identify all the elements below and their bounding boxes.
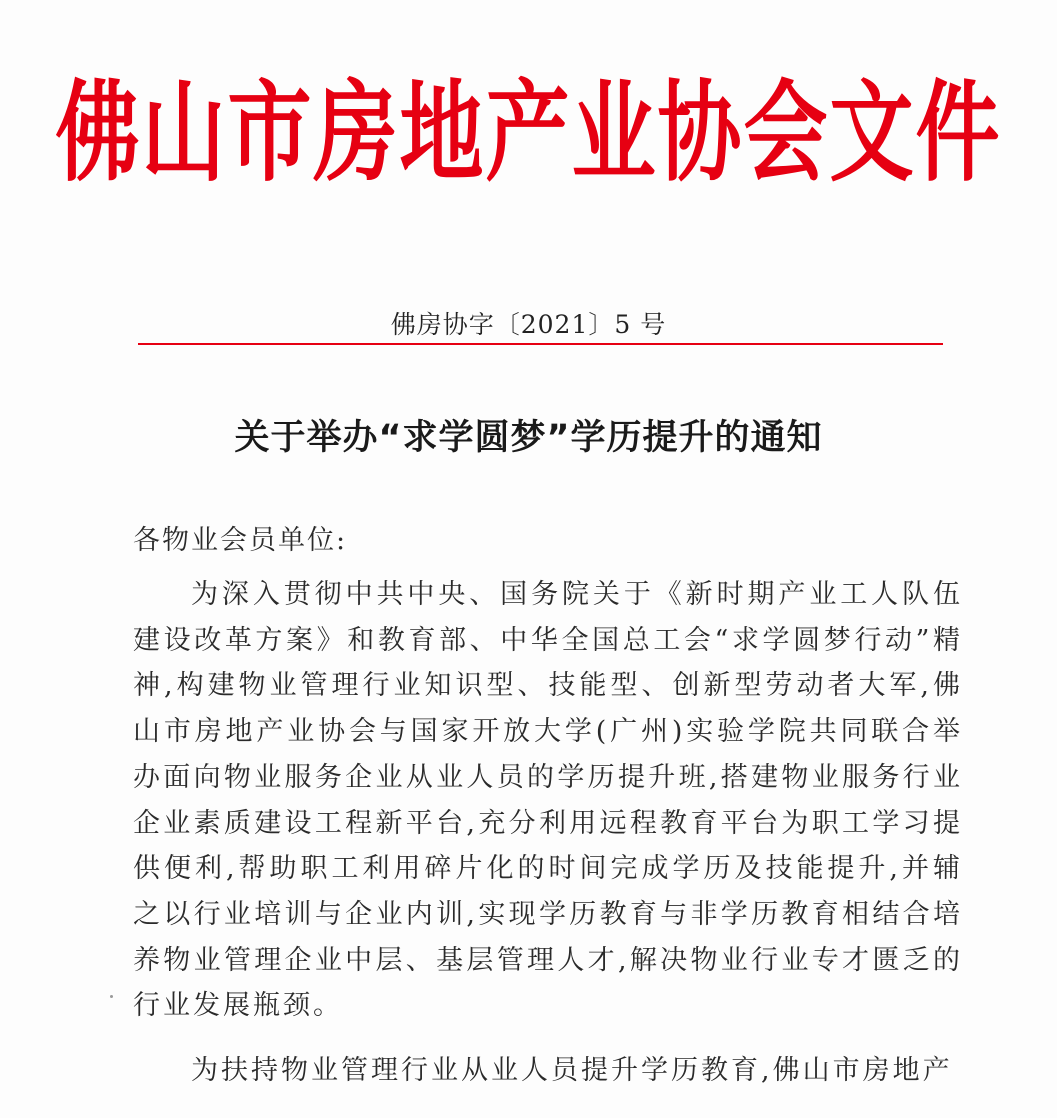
document-header-title: 佛山市房地产业协会文件 bbox=[55, 67, 1002, 197]
salutation: 各物业会员单位: bbox=[133, 525, 348, 556]
header-divider bbox=[138, 343, 943, 345]
body-paragraph-2: 为扶持物业管理行业从业人员提升学历教育,佛山市房地产 bbox=[191, 1055, 953, 1086]
body-paragraph-1: 为深入贯彻中共中央、国务院关于《新时期产业工人队伍建设改革方案》和教育部、中华全国总工会“求学圆梦行动”精神,构建物业管理行业知识型、技能型、创新型劳动者大军,佛山市房地产业协会与国家开放大学(广州)实验学院共同联合举办面向物业服务企业从业人员的学历提升班,搭建物业服务行业企业素质建设工程新平台,充分利用远程教育平台为职工学习提供便利,帮助职工利用碎片化的时间完成学历及技能提升,并辅之以行业培训与企业内训,实现学历教育与非学历教育相结合培养物业管理企业中层、基层管理人才,解决物业行业专才匮乏的行业发展瓶颈。 bbox=[133, 579, 963, 1022]
notice-title: 关于举办“求学圆梦”学历提升的通知 bbox=[234, 418, 823, 458]
scan-speck bbox=[110, 995, 113, 998]
document-number: 佛房协字〔2021〕5 号 bbox=[390, 310, 667, 339]
